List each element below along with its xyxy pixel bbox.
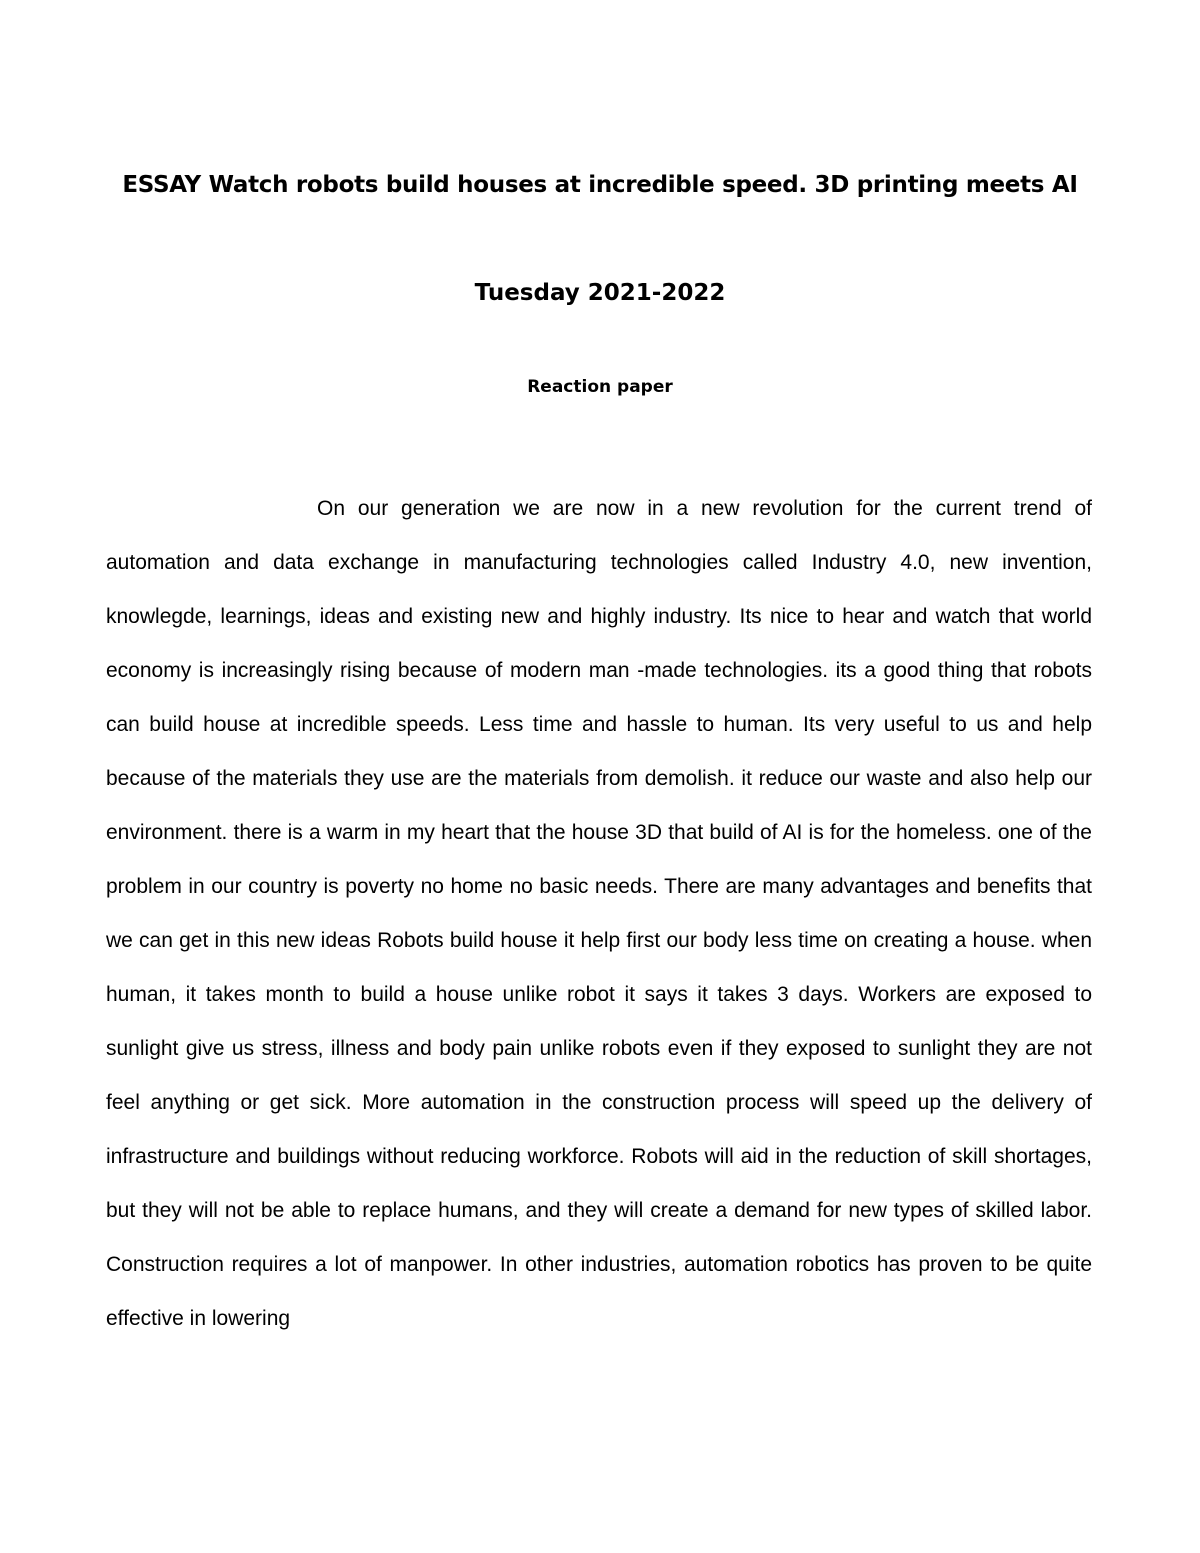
document-subtitle: Reaction paper (527, 377, 673, 397)
document-date: Tuesday 2021-2022 (474, 280, 726, 306)
document-title: ESSAY Watch robots build houses at incredible speed. 3D printing meets AI (122, 172, 1078, 198)
document-body-paragraph: On our generation we are now in a new revolution for the current trend of automation and data exchange in manufacturing technologies called Industry 4.0, new invention, knowlegde, learnings, ideas and existing new and highly industry. Its nice to hear and watch that world economy is increasingly rising because of modern man -made technologies. its a good thing that robots can build house at incredible speeds. Less time and hassle to human. Its very useful to us and help because of the materials they use are the materials from demolish. it reduce our waste and also help our environment. there is a warm in my heart that the house 3D that build of AI is for the homeless. one of the problem in our country is poverty no home no basic needs. There are many advantages and benefits that we can get in this new ideas Robots build house it help first our body less time on creating a house. when human, it takes month to build a house unlike robot it says it takes 3 days. Workers are exposed to sunlight give us stress, illness and body pain unlike robots even if they exposed to sunlight they are not feel anything or get sick. More automation in the construction process will speed up the delivery of infrastructure and buildings without reducing workforce. Robots will aid in the reduction of skill shortages, but they will not be able to replace humans, and they will create a demand for new types of skilled labor. Construction requires a lot of manpower. In other industries, automation robotics has proven to be quite effective in lowering (106, 497, 1092, 1330)
